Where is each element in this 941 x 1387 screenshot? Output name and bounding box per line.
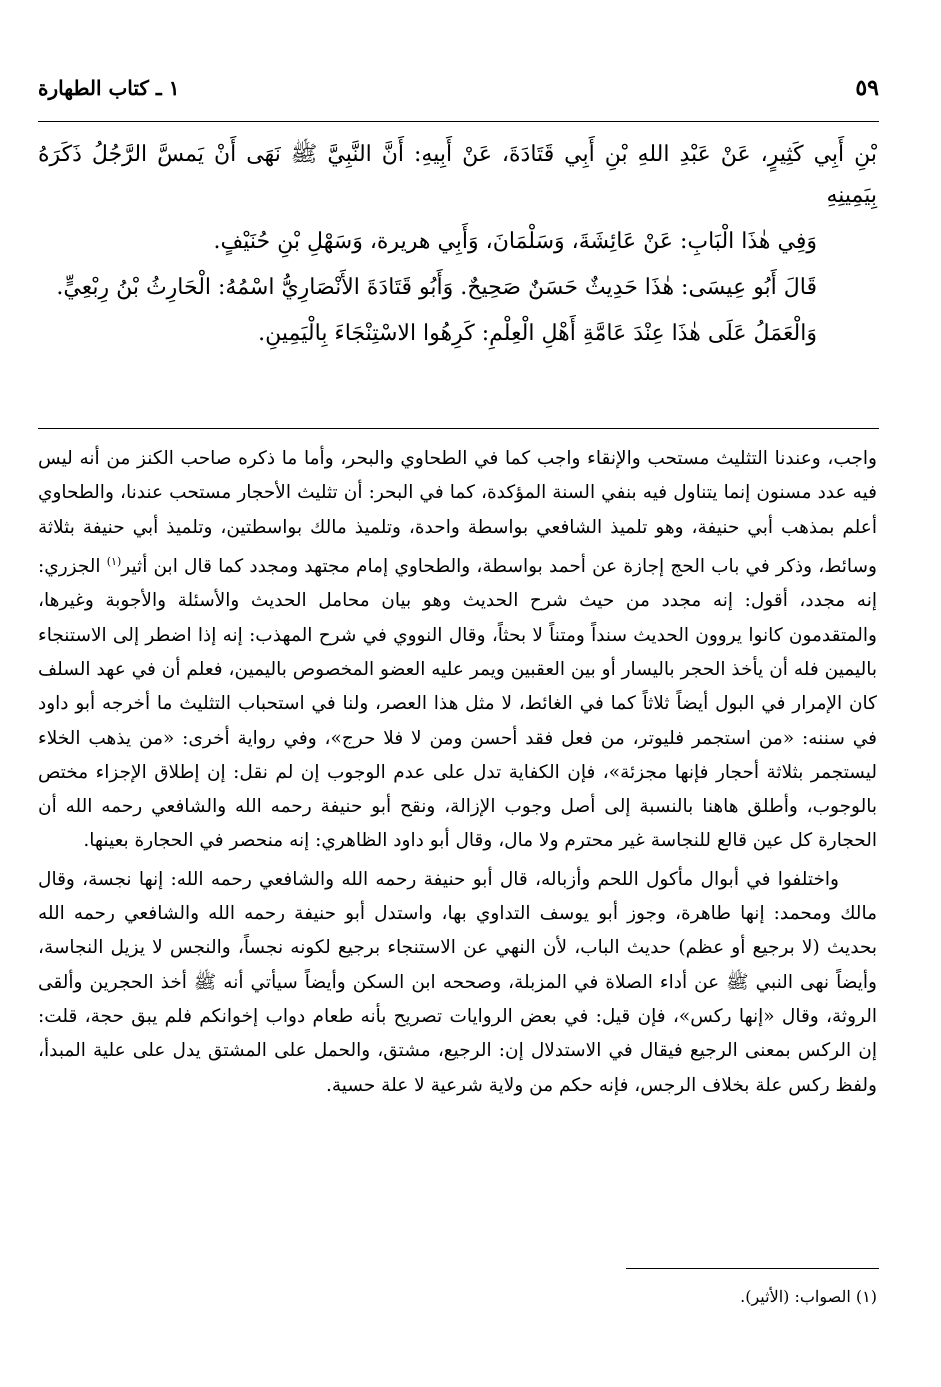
hadith-paragraph-2: وَفِي هٰذَا الْبَابِ: عَنْ عَائِشَةَ، وَسَلْمَانَ، وَأَبِي هريرة، وَسَهْلِ بْنِ حُنَيْفٍ.: [213, 229, 817, 254]
hadith-paragraph-1: بْنِ أَبِي كَثِيرٍ، عَنْ عَبْدِ اللهِ بْنِ أَبِي قَتَادَةَ، عَنْ أَبِيهِ: أَنَّ النَّبِيَّ ﷺ نَهَى أَنْ يَمسَّ الرَّجُلُ ذَكَرَهُ بِيَمِينِهِ: [38, 142, 877, 208]
hadith-paragraph-4: وَالْعَمَلُ عَلَى هٰذَا عِنْدَ عَامَّةِ أَهْلِ الْعِلْمِ: كَرِهُوا الاسْتِنْجَاءَ بِالْيَمِينِ.: [258, 321, 817, 346]
commentary-paragraph-1: [38, 442, 877, 859]
commentary-paragraph-1-part-b: الجزري: إنه مجدد، أقول: إنه مجدد من حيث شرح الحديث وهو بيان محامل الحديث والأسئلة والأجوبة وغيرها، والمتقدمون كانوا يروون الحديث سنداً ومتناً لا بحثاً، وقال النووي في شرح المهذب: إنه إذا اضطر إلى الاستنجاء باليمين فله أن يأخذ الحجر باليسار أو بين العقبين ويمر عليه العضو المخصوص باليمين، فعلم أن في عهد السلف كان الإمرار في البول أيضاً ثلاثاً كما في الغائط، لا مثل هذا العصر، ولنا في استحباب التثليث ما أخرجه أبو داود في سننه: «من استجمر فليوتر، من فعل فقد أحسن ومن لا فلا حرج»، وفي رواية أخرى: «من يذهب الخلاء ليستجمر بثلاثة أحجار فإنها مجزئة»، فإن الكفاية تدل على عدم الوجوب إن لم نقل: إن إطلاق الإجزاء مختص بالوجوب، وأطلق هاهنا بالنسبة إلى أصل وجوب الإزالة، ونقح أبو حنيفة رحمه الله والشافعي رحمه الله أن الحجارة كل عين قالع للنجاسة غير محترم ولا مال، وقال أبو داود الظاهري: إنه منحصر في الحجارة بعينها.: [38, 556, 877, 852]
footnote-divider: [626, 1268, 879, 1269]
hadith-text: [38, 134, 877, 359]
section-divider: [38, 428, 879, 429]
page-number: ٥٩: [855, 75, 879, 101]
commentary-paragraph-2: واختلفوا في أبوال مأكول اللحم وأزباله، قال أبو حنيفة رحمه الله والشافعي رحمه الله: إنها نجسة، وقال مالك ومحمد: إنها طاهرة، وجوز أبو يوسف التداوي بها، واستدل أبو حنيفة رحمه الله والشافعي رحمه الله بحديث (لا برجيع أو عظم) حديث الباب، لأن النهي عن الاستنجاء برجيع لكونه نجساً، والنجس لا يزيل النجاسة، وأيضاً نهى النبي ﷺ عن أداء الصلاة في المزبلة، وصححه ابن السكن وأيضاً سيأتي أنه ﷺ أخذ الحجرين وألقى الروثة، وقال «إنها ركس»، فإن قيل: في بعض الروايات تصريح بأنه طعام دواب إخوانكم فلم يبق حجة، قلت: إن الركس بمعنى الرجيع فيقال في الاستدلال إن: الرجيع، مشتق، والحمل على المشتق يدل على علية المبدأ، ولفظ ركس علة بخلاف الرجس، فإنه حكم من ولاية شرعية لا علة حسية.: [38, 868, 877, 1096]
commentary-text: [38, 442, 877, 1107]
hadith-paragraph-3: قَالَ أَبُو عِيسَى: هٰذَا حَدِيثٌ حَسَنٌ صَحِيحٌ. وَأَبُو قَتَادَةَ الأَنْصَارِيُّ اسْمُهُ: الْحَارِثُ بْنُ رِبْعِيٍّ.: [56, 275, 817, 300]
footnote-marker[interactable]: (١): [106, 554, 122, 568]
header-divider: [38, 121, 879, 122]
footnote: (١) الصواب: (الأثير).: [740, 1287, 877, 1306]
page-header: [38, 66, 879, 110]
running-title: ١ ـ كتاب الطهارة: [38, 76, 180, 100]
commentary-paragraph-1-part-a: واجب، وعندنا التثليث مستحب والإنقاء واجب كما في الطحاوي والبحر، وأما ما ذكره صاحب الكنز من أنه ليس فيه عدد مسنون إنما يتناول فيه بنفي السنة المؤكدة، كما في البحر: أن تثليث الأحجار مستحب عندنا، والطحاوي أعلم بمذهب أبي حنيفة، وهو تلميذ الشافعي بواسطة واحدة، وتلميذ مالك بواسطتين، وتلميذ أبي حنيفة بثلاثة وسائط، وذكر في باب الحج إجازة عن أحمد بواسطة، والطحاوي إمام مجتهد ومجدد كما قال ابن أثير: [38, 448, 877, 578]
